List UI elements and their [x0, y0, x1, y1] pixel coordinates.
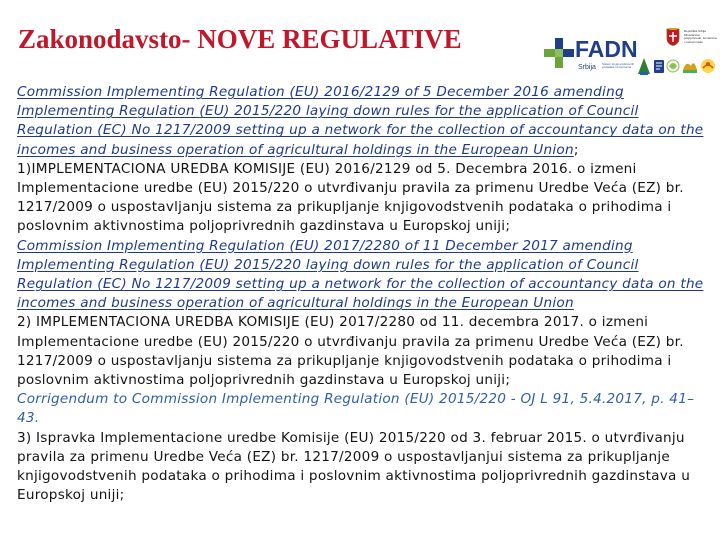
header-logos: [540, 28, 718, 80]
fadn-tagline: Sistem knjigovodstvenih podataka na farmama: [602, 62, 635, 70]
corrigendum-reference: Corrigendum to Commission Implementing Regulation (EU) 2015/220 - OJ L 91, 5.4.2017, p. 41–43.: [17, 391, 695, 427]
regulation-list: [17, 83, 707, 505]
fadn-logo: [544, 36, 638, 80]
partner-logos-icon: [636, 54, 718, 78]
regulation-link-2017[interactable]: Commission Implementing Regulation (EU) 2017/2280 of 11 December 2017 amending Implementing Regulation (EU) 2015/220 laying down rules for the application of Council Regulation (EC) No 1217/2009 setting up a network for the collection of accountancy data on the incomes and business operation of agricultural holdings in the European Union: [17, 237, 704, 312]
regulation-link-2016[interactable]: Commission Implementing Regulation (EU) 2016/2129 of 5 December 2016 amending Implementing Regulation (EU) 2015/220 laying down rules for the application of Council Regulation (EC) No 1217/2009 setting up a network for the collection of accountancy data on the incomes and business operation of agricultural holdings in the European Union: [17, 84, 704, 158]
fadn-cross-icon: [544, 38, 574, 68]
regulation-link-2016-suffix: ;: [573, 141, 579, 158]
ministry-text: Republika Srbija Ministarstvo poljoprivrede, šumarstva i vodoprivrede: [684, 29, 717, 44]
slide-title: Zakonodavsto- NOVE REGULATIVE: [18, 24, 462, 54]
fadn-srbija-label: Srbija: [578, 64, 596, 71]
fadn-wordmark: FADN: [575, 36, 638, 62]
serbia-crest-icon: [666, 28, 680, 46]
regulation-sr-3: 3) Ispravka Implementacione uredbe Komisije (EU) 2015/220 od 3. februar 2015. o utvrđivanju pravila za primenu Uredbe Veća (EZ) br. 1217/2009 o uspostavljanjui sistema za prikupljanje knjigovodstvenih podataka o prihodima i poslovnim aktivnostima poljoprivrednih gazdinstava u Europskoj uniji;: [17, 429, 691, 504]
regulation-sr-1: 1)IMPLEMENTACIONA UREDBA KOMISIJE (EU) 2016/2129 od 5. Decembra 2016. o izmeni Implementacione uredbe (EU) 2015/220 o utvrđivanju pravila za primenu Uredbe Veća (EZ) br. 1217/2009 o uspostavljanju sistema za prikupljanje knjigovodstvenih podataka o prihodima i poslovnim aktivnostima poljoprivrednih gazdinstava u Europskoj uniji;: [17, 160, 684, 235]
ministry-logo: [636, 28, 718, 80]
regulation-sr-2: 2) IMPLEMENTACIONA UREDBA KOMISIJE (EU) 2017/2280 od 11. decembra 2017. o izmeni Implementacione uredbe (EU) 2015/220 o utvrđivanju pravila za primenu Uredbe Veća (EZ) br. 1217/2009 o uspostavljanju sistema za prikupljanje knjigovodstvenih podataka o prihodima i poslovnim aktivnostima poljoprivrednih gazdinstava u Europskoj uniji;: [17, 314, 684, 389]
